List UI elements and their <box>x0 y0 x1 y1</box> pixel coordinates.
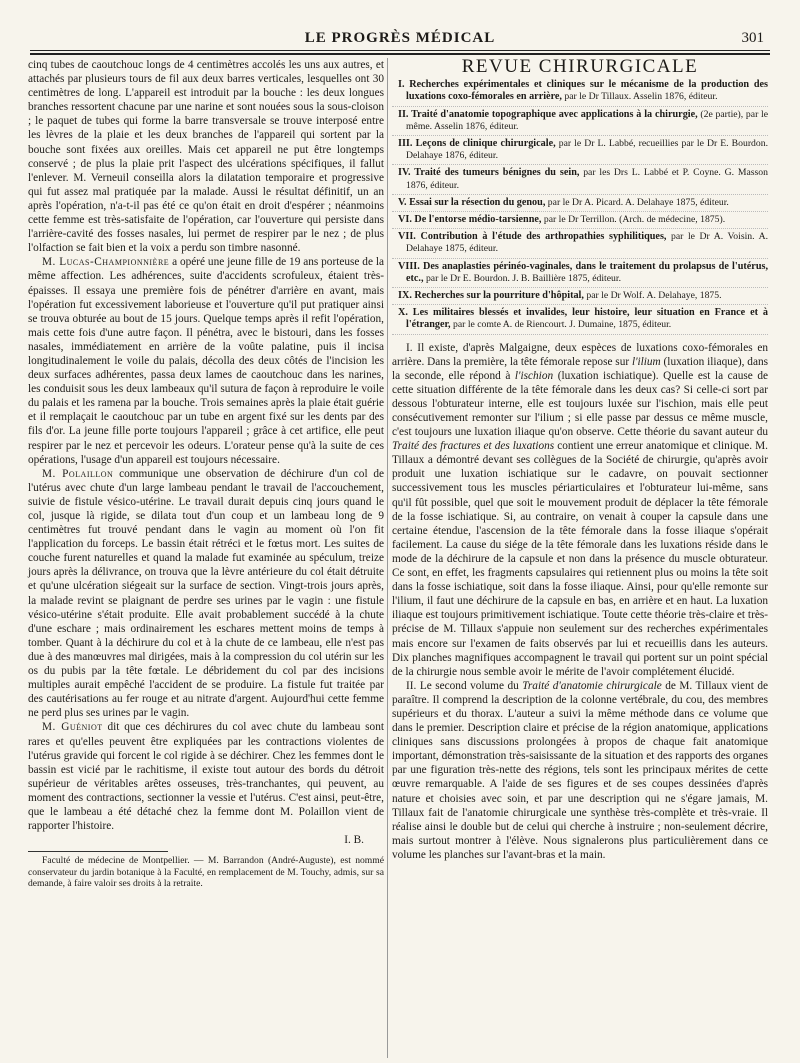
signature: I. B. <box>344 834 364 847</box>
reference-title: VI. De l'entorse médio-tarsienne, <box>398 213 542 225</box>
speaker-name: M. Guéniot <box>42 721 103 734</box>
column-divider <box>387 58 388 1058</box>
text-run: de M. Tillaux vient de paraître. Il comprend la description de la colonne vertébrale, du cou, des membres supérieurs et du thorax. L'auteur a suivi la même méthode dans ce volume que dans le premier. Description claire et précise de la région anatomique, applications cliniques sans discussions prolongées à propos de chaque fait anatomique important, démonstration très-saisissante de la situation et des rapports des organes par une figuration très-nette des régions, tels sont les principaux mérites de cette œuvre remarquable. A l'aide de ses figures et de ses coupes dessinées d'après nature et choisies avec soin, et par une description qui ne s'égare jamais, M. Tillaux fait de l'anatomie chirurgicale une synthèse très-complète et très-vraie. Il réalise ainsi le double but de celui qui cherche à instruire ; non-seulement décrire, mais surtout montrer à l'élève. Nous signalerons plus particulièrement dans ce volume les planches sur l'avant-bras et la main. <box>392 679 768 861</box>
right-column <box>392 58 768 862</box>
speaker-name: M. Lucas-Championnière <box>42 256 170 269</box>
reference-title: X. Les militaires blessés et invalides, leur histoire, leur situation en France et à l'étranger, <box>398 307 768 331</box>
text-run: II. Le second volume du <box>406 679 523 692</box>
reference-item <box>392 79 768 106</box>
footnote: Faculté de médecine de Montpellier. — M. Barrandon (André-Auguste), est nommé conservateur du jardin botanique à la Faculté, en remplacement de M. Touchy, admis, sur sa demande, à faire valoir ses droits à la retraite. <box>28 855 384 890</box>
header-rule-thick <box>30 53 770 55</box>
reference-item <box>392 231 768 258</box>
reference-title: III. Leçons de clinique chirurgicale, <box>398 137 556 149</box>
speaker-name: M. Polaillon <box>42 467 114 480</box>
text-run: (luxation iliaque), dans la seconde, elle répond à <box>392 355 769 382</box>
reference-title: IV. Traité des tumeurs bénignes du sein, <box>398 167 580 179</box>
reference-title: V. Essai sur la résection du genou, <box>398 196 546 208</box>
paragraph-text: a opéré une jeune fille de 19 ans porteuse de la même affection. Les adhérences, suite d'accidents scrofuleux, étaient très-épaisses. Il essaya une première fois de pénétrer d'arrière en avant, mais l'opération fut excessivement laborieuse et l'ouverture qu'il put pratiquer ainsi se trouva obturée au bout de 15 jours. Quelque temps après il refit l'opération, mais cette fois d'une autre façon. Il pénétra, avec le bistouri, dans les fosses nasales, immédiatement en arrière de la voûte palatine, puis il incisa longitudinalement le voile du palais, décolla des deux côtés de l'incision les deux surfaces adhérentes, passa deux lames de caoutchouc dans les narines, les conduisit sous les deux lambeaux qu'il sutura de façon à reproduire le voile du palais et les ramena par la bouche. Trois semaines après la plaie était guérie et il remplaçait le caoutchouc par un tube en argent fixé sur les dents par des fils d'or. La jeune fille porte toujours l'appareil ; grâce à cet artifice, elle peut respirer par le nez et percevoir les odeurs. L'orateur pense qu'à la suite de ces opérations, l'usage d'un appareil est toujours nécessaire. <box>28 256 384 466</box>
reference-item <box>392 109 768 136</box>
reference-item <box>392 261 768 288</box>
reference-item <box>392 290 768 305</box>
reference-title: VII. Contribution à l'étude des arthropathies syphilitiques, <box>398 231 667 243</box>
page-number: 301 <box>741 30 764 46</box>
reference-title: II. Traité d'anatomie topographique avec applications à la chirurgie, <box>398 108 698 120</box>
reference-details: par le Dr Wolf. A. Delahaye, 1875. <box>583 289 722 301</box>
book-title: Traité des fractures et des luxations <box>392 440 555 453</box>
book-title: Traité d'anatomie chirurgicale <box>522 679 662 692</box>
reference-item <box>392 307 768 334</box>
text-run: I. Il existe, d'après Malgaigne, deux espèces de luxations coxo-fémorales en arrière. Dans la première, la tête fémorale repose sur <box>392 341 768 368</box>
reference-item <box>392 214 768 229</box>
section-title: REVUE CHIRURGICALE <box>461 56 699 77</box>
reference-details: par le Dr A. Picard. A. Delahaye 1875, éditeur. <box>545 196 729 208</box>
reference-title: VIII. Des anaplasties périnéo-vaginales, dans le traitement du prolapsus de l'utérus, etc., <box>398 260 768 284</box>
text-run: (luxation ischiatique). Quelle est la cause de cette situation différente de la tête fémorale dans les deux cas? Si celle-ci sort par dessous l'obturateur interne, elle est toujours luxée sur l'ischion, mais elle peut consécutivement remonter sur l'ilium ; si elle passe par dessus ce même muscle, c'est toujours une luxation iliaque qu'on observe. Cette théorie du savant auteur du <box>392 369 769 439</box>
reference-details: par les Drs L. Labbé et P. Coyne. G. Masson 1876, éditeur. <box>406 167 768 191</box>
left-column <box>28 58 384 889</box>
paragraph <box>28 467 384 721</box>
paragraph: cinq tubes de caoutchouc longs de 4 centimètres accolés les uns aux autres, et attachés par plusieurs tours de fil aux deux barres verticales, lesquelles ont 30 centimètres de long. L'appareil est introduit par la bouche : les deux longues branches ressortent chacune par une narine et sont nouées sous la sous-cloison ; le paquet de tubes qui forme la barre transversale se trouve interposé entre les lèvres de la plaie et les deux branches de l'appareil qui sortent par la bouche sont fixées aux oreilles. Mais cet appareil ne put être longtemps conservé ; de plus la plaie prit l'aspect des ulcérations spécifiques, il fallut l'enlever. M. Verneuil conseilla alors la dilatation temporaire et progressive qui fut assez mal pratiquée par la malade. Aussi le résultat définitif, un an après l'opération, n'a-t-il pas été ce qu'on était en droit d'espérer ; néanmoins cette femme est très-satisfaite de l'opération, car l'ouverture qui persiste dans l'arrière-cavité des fosses nasales, lui permet de respirer par le nez ; de plus l'olfaction se fait bien et la voix a perdu son timbre nasonné. <box>28 59 384 255</box>
reference-item <box>392 167 768 194</box>
review-body <box>392 341 768 862</box>
reference-details: par le Dr A. Voisin. A. Delahaye 1875, éditeur. <box>406 231 768 255</box>
reference-title: IX. Recherches sur la pourriture d'hôpital, <box>398 289 584 301</box>
paragraph <box>28 255 384 466</box>
reference-details: par le Dr Terrillon. (Arch. de médecine, 1875). <box>541 213 726 225</box>
reference-item <box>392 138 768 165</box>
paragraph <box>392 679 768 862</box>
page-header <box>30 30 770 52</box>
reference-details: par le Dr E. Bourdon. J. B. Baillière 1875, éditeur. <box>423 272 622 284</box>
reference-details: par le Dr Tillaux. Asselin 1876, éditeur. <box>561 91 718 103</box>
paragraph <box>392 341 768 679</box>
footnote-rule <box>28 851 168 852</box>
reference-list <box>392 79 768 334</box>
text-run: contient une erreur anatomique et clinique. M. Tillaux a démontré devant ses collègues de la Société de chirurgie, qu'après avoir produit une luxation ischiatique sur le cadavre, on pouvait sectionner successivement tous les muscles périarticulaires et l'obturateur lui-même, sans qu'il fût possible, quel que soit le mouvement produit de déplacer la tête fémorale de la fosse ischiatique. Si, au contraire, on venait à couper la capsule dans une certaine étendue, l'ascension de la tête fémorale dans la fosse iliaque s'opérait facilement. La cause du siége de la tête fémorale dans les luxations réside dans le mode de la déchirure de la capsule et non dans la présence du muscle obturateur. Ce sont, en effet, les fragments capsulaires qui retiennent plus ou moins la tête soit dans la fosse ischiatique, soit dans la fosse iliaque. Ainsi, pour qu'elle remonte sur l'ilium, il faut une déchirure de la capsule en bas, en arrière et en haut. La luxation iliaque est toujours primitivement ischiatique. Toute cette théorie très-claire et très-précise de M. Tillaux s'appuie non seulement sur des recherches expérimentales mais encore sur l'examen de faits observés par lui et recueillis dans les auteurs. Dix planches magnifiques accompagnent le travail qui portent sur un point spécial de la chirurgie nous semble avoir le mérite de l'avoir complétement élucidé. <box>392 440 768 678</box>
reference-details: (2e partie), par le même. Asselin 1876, éditeur. <box>406 108 769 132</box>
header-rule <box>30 50 770 51</box>
paragraph-text: dit que ces déchirures du col avec chute du lambeau sont rares et qu'elles peuvent être expliquées par les contractions violentes de l'utérus gravide qui forcent le col rigide à se déchirer. Chez les femmes dont le bassin est vicié par le rachitisme, il existe tout autour des bords du détroit supérieur de véritables arêtes osseuses, très-tranchantes, qui peuvent, au moment des contractions, sectionner la vessie et l'utérus. C'est ainsi, peut-être, que le lambeau a été détaché chez la femme dont M. Polaillon vient de rapporter l'histoire. <box>28 721 384 833</box>
reference-item <box>392 197 768 212</box>
reference-title: I. Recherches expérimentales et cliniques sur le mécanisme de la production des luxations coxo-fémorales en arrière, <box>398 79 768 103</box>
italic-term: l'ischion <box>514 369 554 382</box>
reference-details: par le comte A. de Riencourt. J. Dumaine, 1875, éditeur. <box>450 319 672 331</box>
reference-details: par le Dr L. Labbé, recueillies par le Dr E. Bourdon. Delahaye 1876, éditeur. <box>406 137 768 162</box>
italic-term: l'ilium <box>631 355 661 368</box>
paragraph <box>28 720 384 833</box>
paragraph-text: communique une observation de déchirure d'un col de l'utérus avec chute d'un large lambeau pendant le travail de l'accouchement, suivie de fistule vésico-utérine. Le travail durait depuis cinq jours quand le col, jusque là rigide, se dilata tout d'un coup et un lambeau long de 9 centimètres fut trouvé pendant dans le vagin au moment où l'on fit l'application du forceps. Le bassin était rétréci et le fœtus mort. Les suites de couche furent naturelles et quand la malade fut examinée au spéculum, treize jours après la délivrance, on trouva que la lèvre antérieure du col était détruite et qu'une ulcération siégeait sur la surface de section. Vingt-trois jours après, la malade revint se plaignant de perdre ses urines par le vagin : une fistule vésico-utérine s'était produite. Elle avait probablement succédé à la chute d'une eschare ; mais ordinairement les eschares mettent moins de temps à tomber. Quant à la déchirure du col et à la chute de ce lambeau, elle n'est pas due à des manœuvres mal dirigées, mais à la compression du col utérin sur les os du pubis par la tête fœtale. Le débridement du col par des incisions multiples aurait empêché l'accident de se produire. La fistule fut traitée par des cautérisations au fer rouge et au nitrate d'argent. Aujourd'hui cette femme ne perd plus ses urines par le vagin. <box>28 467 384 720</box>
journal-title: LE PROGRÈS MÉDICAL <box>304 30 496 46</box>
